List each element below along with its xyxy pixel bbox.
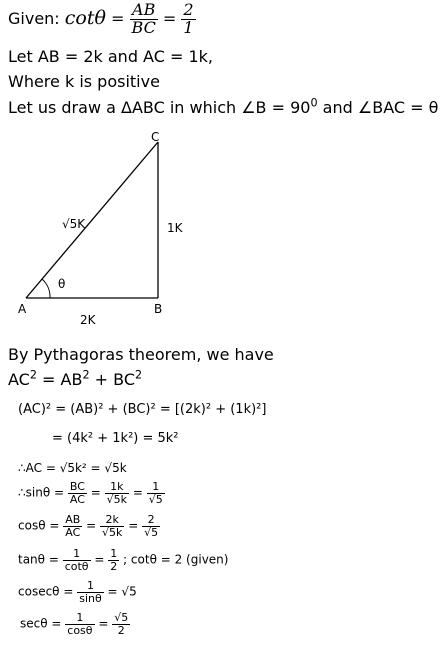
vertex-a: A [18,302,27,316]
given-fraction-2-1: $\frac{2}{1}$ [183,0,194,37]
pythagoras-equation: $AC^2 = AB^2 + BC^2$ [8,368,143,389]
side-ab-label: 2K [80,313,96,327]
side-bc-label: 1K [167,221,183,235]
triangle-diagram [10,128,210,328]
cos-step: cosθ = $\frac{AB}{AC}$ = $\frac{2k}{√5k}$ = $\frac{2}{√5}$ [18,513,159,539]
side-ac-label: √5K [62,217,86,231]
cosec-step: cosecθ = $\frac{1}{\sin\theta}$ = √5 [18,579,137,605]
draw-triangle-line: Let us draw a ΔABC in which ∠B = $90^0$ and ∠BAC = θ [8,96,439,117]
sec-step: secθ = $\frac{1}{\cos\theta}$ = $\frac{√5}{2}$ [20,611,129,637]
vertex-c: C [151,130,160,144]
angle-theta: θ [58,277,66,291]
step-ac-value: ∴AC = √5k² = √5k [18,461,127,475]
let-ab-line: Let AB = 2k and AC = 1k, [8,47,213,66]
where-k-line: Where k is positive [8,72,160,91]
vertex-b: B [154,302,163,316]
given-line: Given: cotθ = $\frac{AB}{BC}$ = $\frac{2}{1}$ [8,0,194,37]
given-label: Given: [8,8,60,28]
step-ac-squared: (AC)² = (AB)² + (BC)² = [(2k)² + (1k)²] [18,402,267,417]
tan-step: tanθ = $\frac{1}{\cot\theta}$ = $\frac{1}{2}$ ; cotθ = 2 (given) [18,547,229,573]
given-fraction-ab-bc: $\frac{AB}{BC}$ [131,0,156,37]
pythagoras-intro: By Pythagoras theorem, we have [8,345,274,364]
cot-theta: cotθ [64,6,106,29]
step-5k-squared: = (4k² + 1k²) = 5k² [52,431,179,446]
sin-step: ∴sinθ = $\frac{BC}{AC}$ = $\frac{1k}{√5k}$ = $\frac{1}{√5}$ [18,480,163,506]
